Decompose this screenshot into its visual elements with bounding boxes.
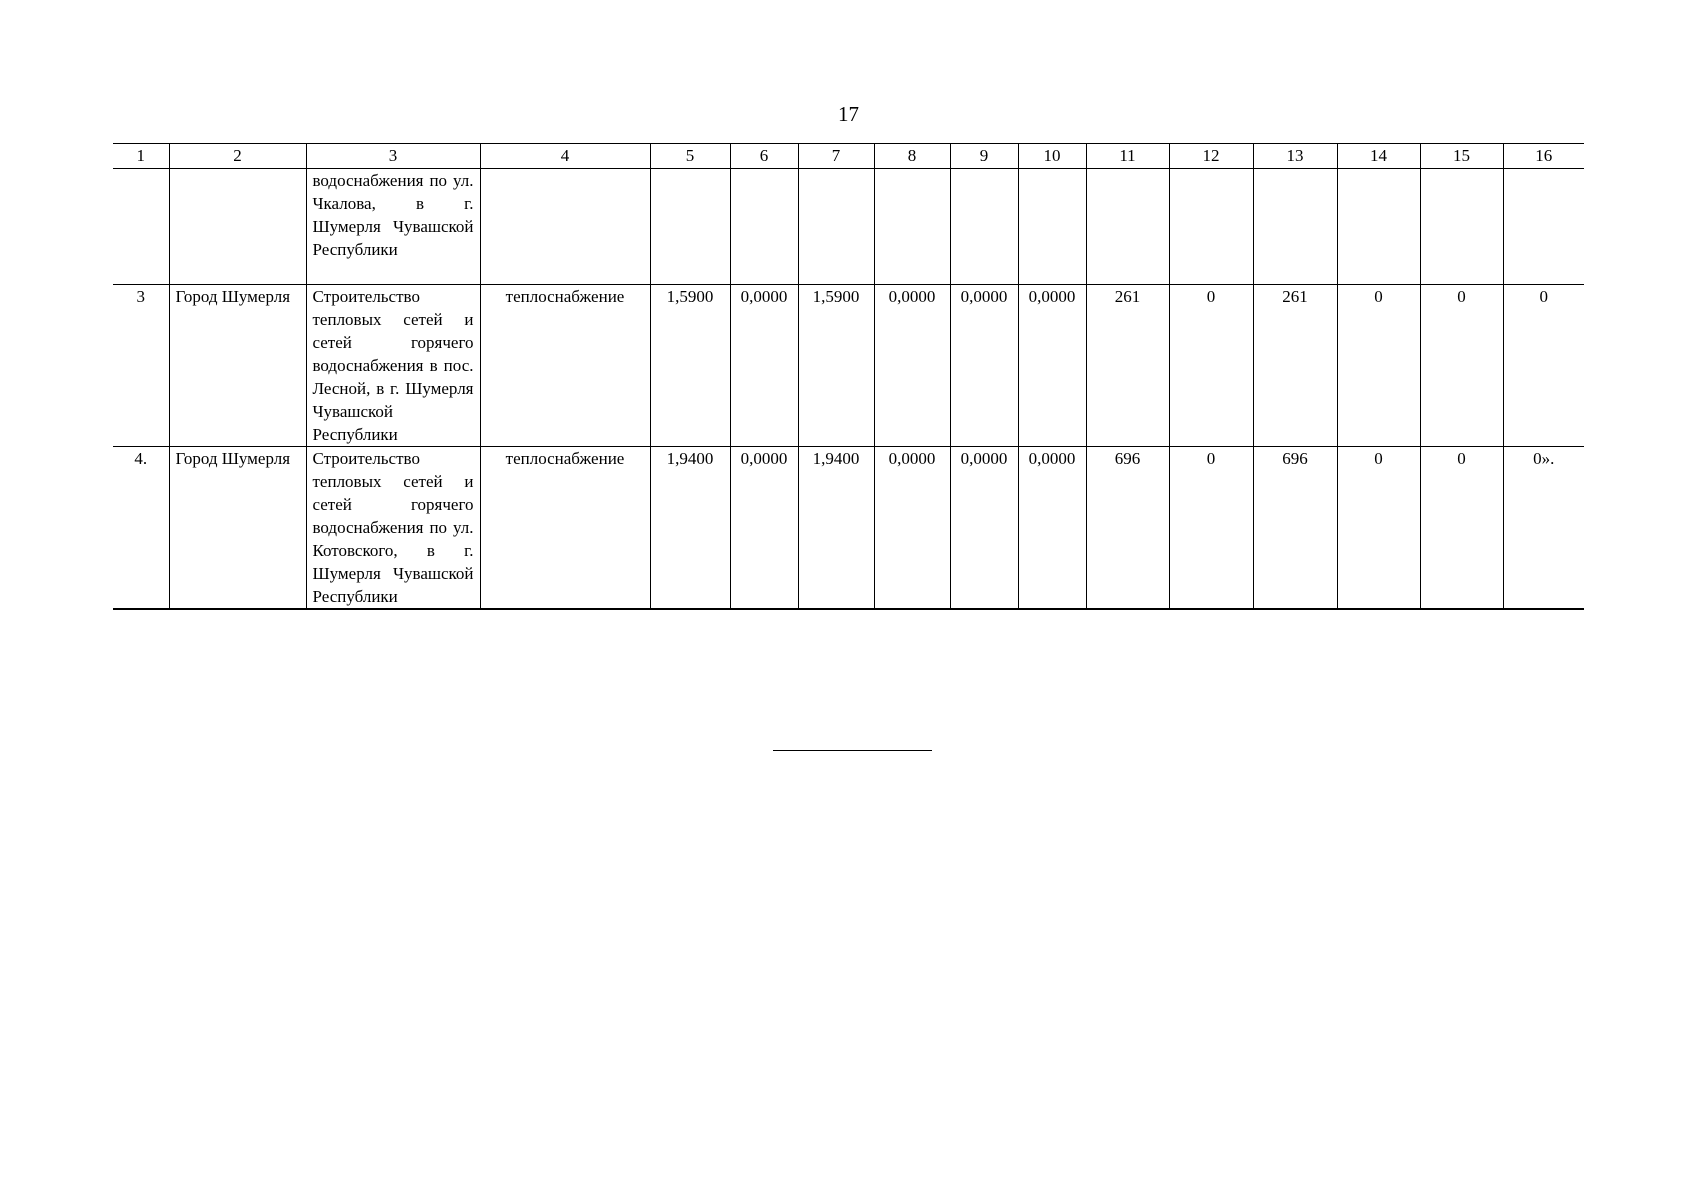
table-cell: 696: [1086, 447, 1169, 610]
table-cell: Строительство тепловых сетей и сетей горячего водоснабжения по ул. Котовского, в г. Шумерля Чувашской Республики: [306, 447, 480, 610]
table-cell: [798, 169, 874, 285]
table-cell: [169, 169, 306, 285]
table-cell: 0,0000: [730, 285, 798, 447]
page-number: 17: [838, 102, 859, 126]
header-cell: 10: [1018, 144, 1086, 169]
table-cell: теплоснабжение: [480, 447, 650, 610]
header-cell: 6: [730, 144, 798, 169]
header-cell: 8: [874, 144, 950, 169]
table-cell: 1,5900: [798, 285, 874, 447]
table-cell: 0: [1420, 447, 1503, 610]
table-cell: [1503, 169, 1584, 285]
table-cell: [874, 169, 950, 285]
table-cell: теплоснабжение: [480, 285, 650, 447]
table-cell: 0: [1337, 447, 1420, 610]
table-cell: [1169, 169, 1253, 285]
table-cell: 0: [1169, 285, 1253, 447]
table-cell: Город Шумерля: [169, 447, 306, 610]
table-cell: 0,0000: [950, 285, 1018, 447]
table-cell: [650, 169, 730, 285]
table-cell: [480, 169, 650, 285]
header-cell: 1: [113, 144, 169, 169]
table-cell: 0: [1169, 447, 1253, 610]
table-cell: 1,9400: [798, 447, 874, 610]
header-cell: 12: [1169, 144, 1253, 169]
end-of-document-rule: [773, 750, 932, 751]
header-cell: 15: [1420, 144, 1503, 169]
header-cell: 4: [480, 144, 650, 169]
table-cell: 0: [1420, 285, 1503, 447]
table-cell: 0: [1503, 285, 1584, 447]
table-row: [113, 447, 1584, 610]
table-cell: 1,5900: [650, 285, 730, 447]
header-cell: 9: [950, 144, 1018, 169]
table-cell: [1086, 169, 1169, 285]
table-cell: 0,0000: [730, 447, 798, 610]
header-row: [113, 144, 1584, 169]
table-cell: [950, 169, 1018, 285]
table-cell: 0,0000: [950, 447, 1018, 610]
table-cell: [1253, 169, 1337, 285]
table-cell: [113, 169, 169, 285]
table-cell: 0,0000: [1018, 285, 1086, 447]
header-cell: 5: [650, 144, 730, 169]
table-cell: 0,0000: [874, 285, 950, 447]
header-cell: 3: [306, 144, 480, 169]
header-cell: 11: [1086, 144, 1169, 169]
table-cell: [1018, 169, 1086, 285]
table-cell: 261: [1253, 285, 1337, 447]
table-cell: 261: [1086, 285, 1169, 447]
header-cell: 14: [1337, 144, 1420, 169]
table-cell: Город Шумерля: [169, 285, 306, 447]
header-cell: 7: [798, 144, 874, 169]
header-cell: 13: [1253, 144, 1337, 169]
table-cell: 3: [113, 285, 169, 447]
table-cell: 0,0000: [1018, 447, 1086, 610]
header-cell: 16: [1503, 144, 1584, 169]
table-cell: 1,9400: [650, 447, 730, 610]
table-cell: [1420, 169, 1503, 285]
table-cell: 0».: [1503, 447, 1584, 610]
table-row: [113, 285, 1584, 447]
table-cell: 4.: [113, 447, 169, 610]
table-cell: 0,0000: [874, 447, 950, 610]
table-cell: [1337, 169, 1420, 285]
table-cell: [730, 169, 798, 285]
table-cell: Строительство тепловых сетей и сетей горячего водоснабжения в пос. Лесной, в г. Шумерля Чувашской Республики: [306, 285, 480, 447]
header-cell: 2: [169, 144, 306, 169]
table-cell: 0: [1337, 285, 1420, 447]
table-cell: водоснабжения по ул. Чкалова, в г. Шумерля Чувашской Республики: [306, 169, 480, 285]
table-row: [113, 169, 1584, 285]
table-cell: 696: [1253, 447, 1337, 610]
data-table: [113, 143, 1584, 610]
